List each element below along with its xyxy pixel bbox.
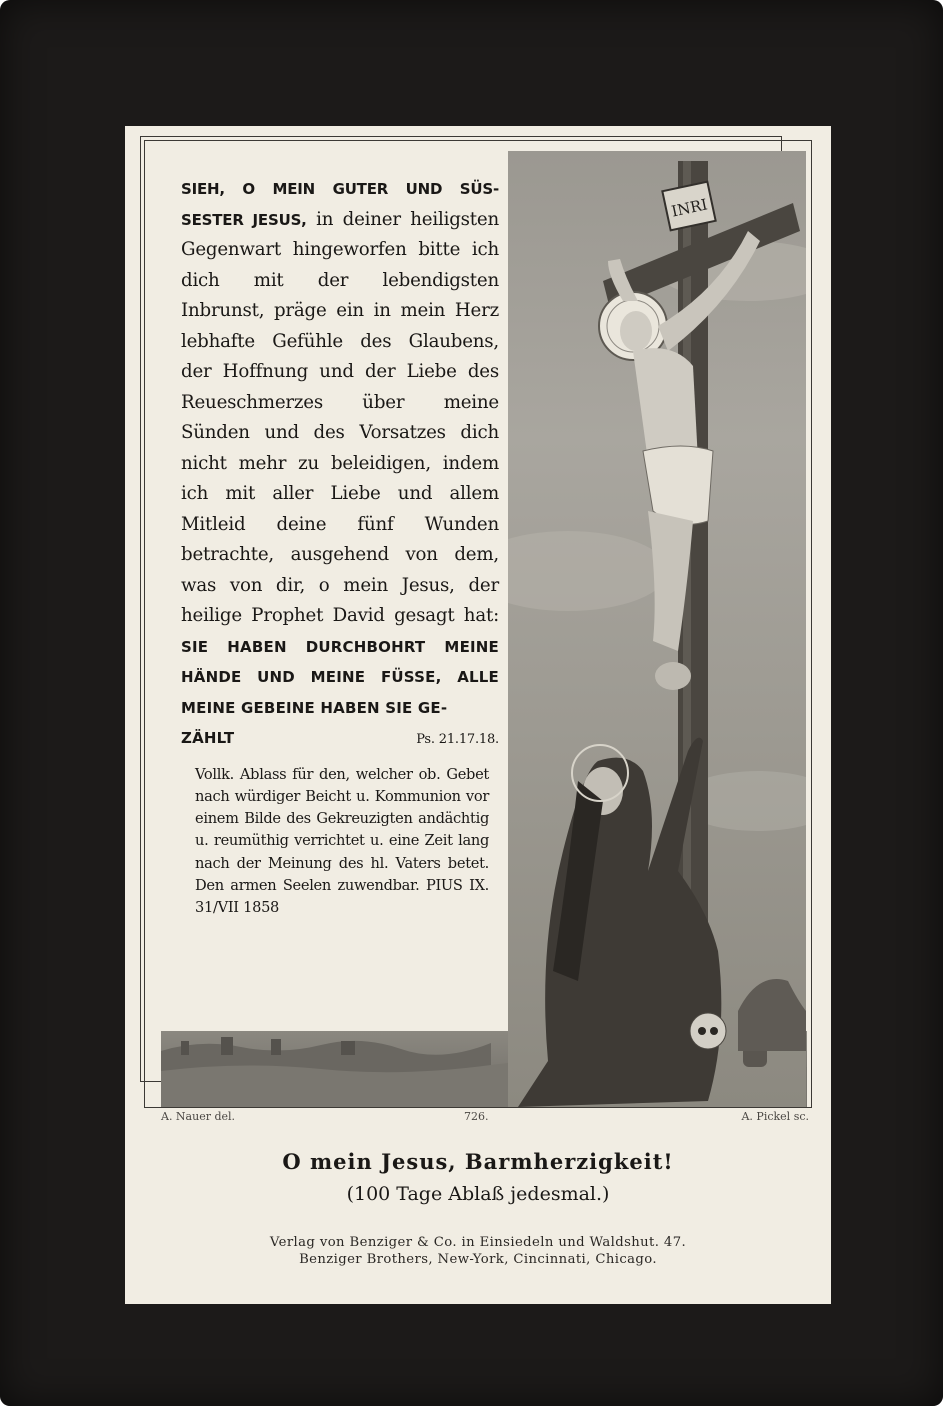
papal-signature: PIUS IX. 31/VII 1858 [195, 876, 489, 917]
psalm-reference: Ps. 21.17.18. [416, 732, 499, 747]
prayer-body: in deiner heiligsten Gegenwart hingeworfen bitte ich dich mit der lebendigsten Inbrunst, präge ein in mein Herz lebhafte Gefühle des Glaubens, der Hoffnung und der Liebe des Reueschmerzes über meine Sünden und des Vorsatzes dich nicht mehr zu beleidigen, indem ich mit aller Liebe und allem Mitleid deine fünf Wunden betrachte, ausgehend von dem, was von dir, o mein Jesus, der heilige Prophet David gesagt hat: [181, 208, 499, 626]
psalm-quote: SIE HABEN DURCHBOHRT MEINE HÄNDE UND MEINE FÜSSE, ALLE MEINE GEBEINE HABEN SIE GE- [181, 637, 499, 717]
prayer-text-block [181, 174, 499, 920]
prayer-main-text [181, 174, 499, 756]
prayer-opening-caps: SIEH, O MEIN GUTER UND SÜS-SESTER JESUS, [181, 180, 499, 229]
psalm-quote-end: ZÄHLT [181, 729, 235, 747]
engraver-credit: A. Pickel sc. [741, 1110, 809, 1123]
indulgence-text: Vollk. Ablass für den, welcher ob. Gebet nach würdiger Beicht u. Kommunion vor einem Bilde des Gekreuzigten andächtig u. reumüthig verrichtet u. eine Zeit lang nach der Meinung des hl. Vaters betet. Den armen Seelen zuwendbar. [195, 765, 489, 894]
inri-label: INRI [669, 195, 710, 221]
card-caption [125, 1146, 831, 1210]
plate-number: 726. [464, 1110, 489, 1123]
caption-invocation: O mein Jesus, Barmherzigkeit! [282, 1149, 674, 1174]
crucifixion-engraving [508, 151, 806, 1107]
publisher-line-1: Verlag von Benziger & Co. in Einsiedeln und Waldshut. 47. [269, 1235, 687, 1250]
engraving-credits [161, 1110, 809, 1126]
indulgence-note [181, 764, 489, 920]
publisher-line-2: Benziger Brothers, New-York, Cincinnati, Chicago. [299, 1252, 657, 1267]
publisher-imprint [125, 1234, 831, 1268]
prayer-card-paper [125, 126, 831, 1304]
artist-credit: A. Nauer del. [161, 1110, 236, 1123]
caption-indulgence: (100 Tage Ablaß jedesmal.) [346, 1183, 610, 1205]
psalm-closing-line [181, 723, 499, 756]
